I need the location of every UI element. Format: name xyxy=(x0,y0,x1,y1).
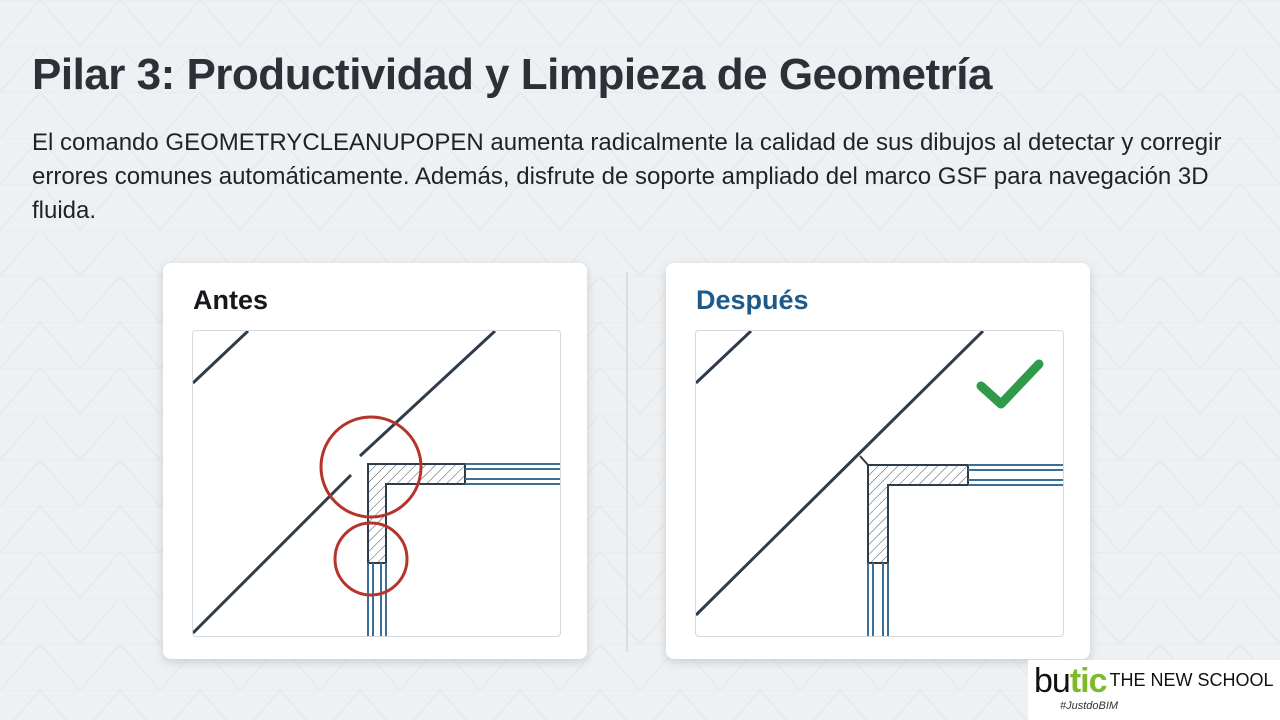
after-drawing xyxy=(695,330,1064,637)
logo-tagline: #JustdoBIM xyxy=(1060,700,1119,712)
logo-bu-text: bu xyxy=(1034,662,1070,700)
wall-corner-broken xyxy=(368,464,560,636)
wall-corner-clean xyxy=(860,456,1063,636)
before-drawing xyxy=(192,330,561,637)
description-text: El comando GEOMETRYCLEANUPOPEN aumenta radicalmente la calidad de sus dibujos al detectar y corregir errores comunes automáticamente. Además, disfrute de soporte ampliado del marco GSF para navegación 3D fluida. xyxy=(32,129,1222,224)
page-title: Pilar 3: Productividad y Limpieza de Geometría xyxy=(32,50,992,99)
checkmark-icon xyxy=(981,364,1039,404)
short-diagonal-line xyxy=(193,331,248,383)
logo-school-text: THE NEW SCHOOL xyxy=(1109,670,1274,690)
diagonal-line-lower xyxy=(193,475,351,633)
logo-tic-text: tic xyxy=(1069,662,1107,700)
center-divider xyxy=(626,272,628,652)
butic-logo xyxy=(1028,660,1280,720)
short-diagonal-line xyxy=(696,331,751,383)
before-label: Antes xyxy=(193,285,269,315)
before-card xyxy=(163,263,587,659)
diagonal-line-upper xyxy=(360,331,495,456)
after-label: Después xyxy=(696,285,809,315)
after-card xyxy=(666,263,1090,659)
